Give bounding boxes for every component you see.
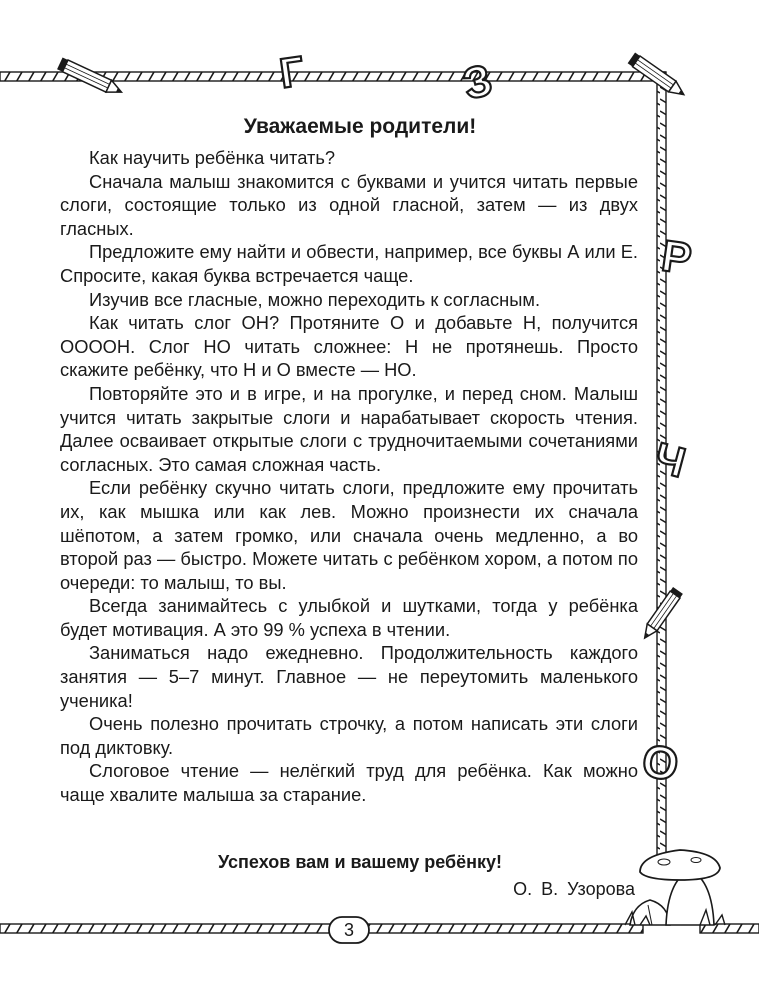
article-body bbox=[60, 146, 638, 807]
page-number: 3 bbox=[343, 920, 354, 940]
decorative-letter-r: Р bbox=[658, 231, 695, 284]
paragraph: Слоговое чтение — нелёгкий труд для ребёнка. Как можно чаще хвалите малыша за старание. bbox=[60, 760, 638, 806]
decorative-letter-ch: Ч bbox=[649, 433, 691, 487]
decorative-letter-z: З bbox=[457, 55, 498, 110]
paragraph: Сначала малыш знакомится с буквами и учится читать первые слоги, состоящие только из одной гласной, затем — из двух гласных. bbox=[60, 170, 638, 239]
paragraph: Очень полезно прочитать строчку, а потом написать эти слоги под диктовку. bbox=[60, 713, 638, 758]
paragraph: Всегда занимайтесь с улыбкой и шутками, тогда у ребёнка будет мотивация. А это 99 % успеха в чтении. bbox=[60, 595, 638, 640]
paragraph: Предложите ему найти и обвести, например, все буквы А или Е. Спросите, какая буква встречается чаще. bbox=[60, 241, 638, 286]
page-title: Уважаемые родители! bbox=[243, 115, 477, 138]
paragraph: Как читать слог ОН? Протяните О и добавьте Н, получится ООООН. Слог НО читать сложнее: Н не протянешь. Просто скажите ребёнку, что Н и О вместе — НО. bbox=[60, 312, 638, 381]
paragraph: Заниматься надо ежедневно. Продолжительность каждого занятия — 5–7 минут. Главное — не переутомить маленького ученика! bbox=[60, 642, 638, 711]
paragraph: Повторяйте это и в игре, и на прогулке, и перед сном. Малыш учится читать закрытые слоги и нарабатывает скорость чтения. Далее осваивает открытые слоги с трудночитаемыми сочетаниями согласных. Это самая сложная часть. bbox=[60, 382, 638, 475]
paragraph: Изучив все гласные, можно переходить к согласным. bbox=[89, 288, 541, 310]
author-signature: О. В. Узорова bbox=[513, 879, 635, 899]
closing-wish: Успехов вам и вашему ребёнку! bbox=[217, 852, 503, 872]
decorative-letter-g: Г bbox=[276, 47, 307, 97]
paragraph: Как научить ребёнка читать? bbox=[89, 147, 336, 168]
decorative-letter-o: О bbox=[638, 733, 683, 792]
paragraph: Если ребёнку скучно читать слоги, предложите ему прочитать их, как мышка или как лев. Можно произнести их сначала шёпотом, а затем громко, или сначала очень медленно, а во второй раз — быстро. Можете читать с ребёнком хором, а потом по очереди: то малыш, то вы. bbox=[60, 477, 638, 593]
